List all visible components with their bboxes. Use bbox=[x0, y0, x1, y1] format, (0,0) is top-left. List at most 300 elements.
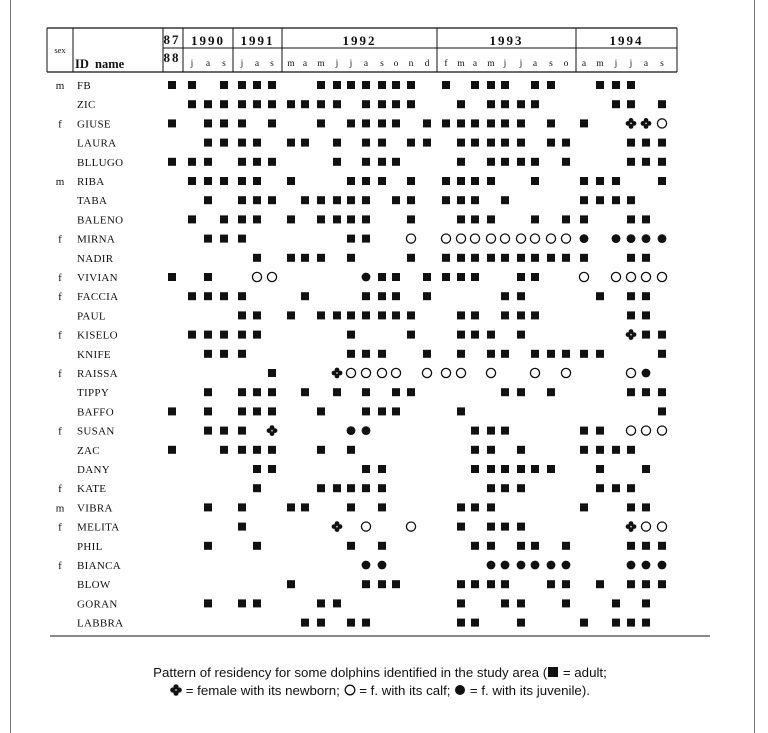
adult-mark bbox=[547, 81, 555, 89]
adult-mark bbox=[471, 311, 479, 319]
adult-mark bbox=[392, 158, 400, 166]
juvenile-mark bbox=[378, 561, 387, 570]
adult-mark bbox=[204, 177, 212, 185]
row-name: BLOW bbox=[77, 579, 111, 592]
adult-mark bbox=[596, 484, 604, 492]
adult-mark bbox=[423, 350, 431, 358]
newborn-mark bbox=[332, 368, 343, 379]
adult-mark bbox=[442, 273, 450, 281]
adult-mark bbox=[531, 465, 539, 473]
adult-mark bbox=[253, 331, 261, 339]
row-name: VIBRA bbox=[77, 502, 113, 515]
adult-mark bbox=[378, 311, 386, 319]
adult-mark bbox=[501, 599, 509, 607]
juvenile-mark bbox=[362, 561, 371, 570]
adult-mark bbox=[347, 81, 355, 89]
juvenile-mark bbox=[347, 426, 356, 435]
adult-mark bbox=[204, 158, 212, 166]
adult-mark bbox=[627, 215, 635, 223]
adult-mark bbox=[517, 446, 525, 454]
adult-mark bbox=[253, 407, 261, 415]
adult-mark bbox=[392, 119, 400, 127]
adult-mark bbox=[220, 215, 228, 223]
adult-mark bbox=[517, 484, 525, 492]
calf-mark bbox=[561, 234, 570, 243]
adult-mark bbox=[317, 81, 325, 89]
adult-mark bbox=[204, 331, 212, 339]
adult-mark bbox=[253, 311, 261, 319]
adult-mark bbox=[487, 523, 495, 531]
adult-mark bbox=[487, 100, 495, 108]
adult-mark bbox=[423, 273, 431, 281]
adult-mark bbox=[238, 139, 246, 147]
adult-mark bbox=[501, 350, 509, 358]
row-name: MELITA bbox=[77, 521, 120, 534]
header-month-label: a bbox=[472, 59, 478, 69]
adult-mark bbox=[347, 503, 355, 511]
calf-mark bbox=[641, 522, 650, 531]
adult-mark bbox=[378, 81, 386, 89]
adult-mark bbox=[188, 331, 196, 339]
adult-mark bbox=[362, 388, 370, 396]
adult-mark bbox=[627, 196, 635, 204]
adult-mark bbox=[627, 254, 635, 262]
adult-mark bbox=[517, 139, 525, 147]
adult-mark bbox=[642, 158, 650, 166]
adult-mark bbox=[268, 196, 276, 204]
row-name: PAUL bbox=[77, 310, 106, 323]
adult-mark bbox=[442, 177, 450, 185]
calf-mark bbox=[252, 272, 261, 281]
adult-mark bbox=[596, 81, 604, 89]
adult-mark bbox=[362, 119, 370, 127]
adult-mark bbox=[627, 542, 635, 550]
adult-mark bbox=[317, 484, 325, 492]
header-month-label: a bbox=[532, 59, 538, 69]
adult-mark bbox=[517, 542, 525, 550]
adult-mark bbox=[317, 100, 325, 108]
adult-mark bbox=[204, 273, 212, 281]
row-name: ZAC bbox=[77, 444, 100, 457]
header-month-label: a bbox=[643, 59, 649, 69]
adult-mark bbox=[253, 465, 261, 473]
adult-mark bbox=[220, 331, 228, 339]
calf-mark bbox=[456, 368, 465, 377]
calf-mark bbox=[377, 368, 386, 377]
row-name: LAURA bbox=[77, 137, 117, 150]
adult-mark bbox=[253, 484, 261, 492]
adult-mark bbox=[333, 139, 341, 147]
adult-mark bbox=[204, 407, 212, 415]
header-month-label: m bbox=[287, 59, 295, 69]
adult-mark bbox=[627, 81, 635, 89]
adult-mark bbox=[547, 139, 555, 147]
adult-mark bbox=[238, 177, 246, 185]
adult-mark bbox=[471, 119, 479, 127]
adult-mark bbox=[168, 81, 176, 89]
adult-mark bbox=[238, 350, 246, 358]
row-sex: f bbox=[58, 483, 62, 496]
adult-mark bbox=[347, 311, 355, 319]
adult-mark bbox=[642, 465, 650, 473]
adult-mark bbox=[301, 292, 309, 300]
calf-mark bbox=[626, 368, 635, 377]
adult-mark bbox=[627, 484, 635, 492]
adult-mark bbox=[407, 215, 415, 223]
adult-mark bbox=[362, 292, 370, 300]
adult-mark bbox=[204, 542, 212, 550]
adult-mark bbox=[457, 523, 465, 531]
juvenile-mark bbox=[642, 561, 651, 570]
calf-mark bbox=[641, 426, 650, 435]
adult-mark bbox=[442, 196, 450, 204]
row-sex: f bbox=[58, 368, 62, 380]
adult-mark bbox=[204, 139, 212, 147]
adult-mark bbox=[612, 599, 620, 607]
newborn-mark bbox=[626, 329, 637, 340]
adult-mark bbox=[188, 81, 196, 89]
adult-mark bbox=[471, 503, 479, 511]
adult-mark bbox=[457, 619, 465, 627]
juvenile-mark bbox=[612, 234, 621, 243]
adult-mark bbox=[238, 388, 246, 396]
calf-mark bbox=[406, 522, 415, 531]
adult-mark bbox=[378, 484, 386, 492]
adult-mark bbox=[362, 580, 370, 588]
adult-mark bbox=[501, 81, 509, 89]
adult-mark bbox=[220, 81, 228, 89]
row-name: RIBA bbox=[77, 176, 105, 188]
adult-mark bbox=[487, 484, 495, 492]
adult-mark bbox=[562, 350, 570, 358]
row-name: VIVIAN bbox=[77, 272, 118, 284]
adult-mark bbox=[362, 407, 370, 415]
adult-mark bbox=[362, 100, 370, 108]
adult-mark bbox=[501, 196, 509, 204]
row-sex: f bbox=[58, 425, 62, 438]
newborn-mark bbox=[332, 521, 343, 532]
adult-mark bbox=[253, 100, 261, 108]
header-month-label: a bbox=[581, 59, 587, 69]
adult-mark bbox=[471, 215, 479, 223]
adult-mark bbox=[517, 158, 525, 166]
calf-mark bbox=[486, 234, 495, 243]
calf-mark bbox=[579, 272, 588, 281]
adult-mark bbox=[457, 311, 465, 319]
adult-mark bbox=[301, 100, 309, 108]
juvenile-mark bbox=[642, 369, 651, 378]
adult-mark bbox=[612, 196, 620, 204]
adult-mark bbox=[317, 254, 325, 262]
header-id-label: ID bbox=[75, 57, 89, 71]
header-year-88: 88 bbox=[163, 50, 181, 65]
row-name: KATE bbox=[77, 483, 107, 496]
adult-mark bbox=[378, 100, 386, 108]
adult-mark bbox=[487, 542, 495, 550]
juvenile-mark bbox=[362, 273, 371, 282]
adult-mark bbox=[204, 388, 212, 396]
adult-mark bbox=[204, 100, 212, 108]
adult-mark bbox=[253, 158, 261, 166]
adult-mark bbox=[268, 369, 276, 377]
juvenile-mark bbox=[642, 234, 651, 243]
header-month-label: m bbox=[457, 59, 465, 69]
adult-mark bbox=[517, 331, 525, 339]
juvenile-mark bbox=[487, 561, 496, 570]
adult-mark bbox=[531, 254, 539, 262]
adult-mark bbox=[333, 388, 341, 396]
header-year-label: 1991 bbox=[240, 33, 275, 48]
adult-mark bbox=[457, 177, 465, 185]
adult-mark bbox=[457, 331, 465, 339]
header-month-label: o bbox=[393, 59, 399, 69]
header-month-label: a bbox=[205, 59, 211, 69]
calf-mark bbox=[267, 272, 276, 281]
caption-text-newborn: = female with its newborn; bbox=[182, 683, 344, 698]
adult-mark bbox=[317, 407, 325, 415]
adult-mark bbox=[362, 311, 370, 319]
adult-mark bbox=[658, 177, 666, 185]
adult-mark bbox=[301, 196, 309, 204]
adult-mark bbox=[642, 254, 650, 262]
adult-mark bbox=[168, 119, 176, 127]
adult-mark bbox=[642, 215, 650, 223]
adult-mark bbox=[457, 273, 465, 281]
row-name: TABA bbox=[77, 195, 108, 208]
adult-mark bbox=[268, 81, 276, 89]
adult-mark bbox=[407, 196, 415, 204]
row-name: MIRNA bbox=[77, 233, 116, 246]
header-year-label: 1994 bbox=[609, 33, 644, 48]
adult-mark bbox=[627, 139, 635, 147]
adult-mark bbox=[238, 292, 246, 300]
adult-mark bbox=[531, 311, 539, 319]
adult-mark bbox=[487, 81, 495, 89]
header-month-label: o bbox=[563, 59, 569, 69]
calf-mark bbox=[530, 234, 539, 243]
adult-mark bbox=[253, 139, 261, 147]
adult-mark bbox=[457, 254, 465, 262]
adult-mark bbox=[501, 523, 509, 531]
adult-mark bbox=[457, 139, 465, 147]
adult-mark bbox=[487, 446, 495, 454]
header-month-label: j bbox=[614, 59, 618, 69]
adult-mark bbox=[204, 119, 212, 127]
adult-mark bbox=[457, 158, 465, 166]
row-name: RAISSA bbox=[77, 368, 118, 380]
adult-mark bbox=[580, 254, 588, 262]
adult-mark bbox=[362, 139, 370, 147]
adult-mark bbox=[517, 254, 525, 262]
adult-mark bbox=[287, 580, 295, 588]
juvenile-symbol-icon bbox=[454, 684, 466, 696]
adult-mark bbox=[287, 215, 295, 223]
adult-mark bbox=[487, 331, 495, 339]
juvenile-mark bbox=[517, 561, 526, 570]
adult-mark bbox=[168, 407, 176, 415]
row-name: KISELO bbox=[77, 329, 118, 342]
adult-mark bbox=[531, 542, 539, 550]
calf-mark bbox=[561, 368, 570, 377]
adult-mark bbox=[642, 311, 650, 319]
adult-mark bbox=[253, 177, 261, 185]
juvenile-mark bbox=[658, 234, 667, 243]
row-name: SUSAN bbox=[77, 425, 115, 438]
adult-mark bbox=[253, 542, 261, 550]
adult-mark bbox=[220, 139, 228, 147]
adult-mark bbox=[612, 484, 620, 492]
adult-mark bbox=[287, 100, 295, 108]
adult-mark bbox=[238, 407, 246, 415]
row-sex: f bbox=[58, 329, 62, 342]
adult-mark bbox=[627, 503, 635, 511]
row-sex: f bbox=[58, 118, 62, 131]
adult-mark bbox=[168, 446, 176, 454]
adult-mark bbox=[612, 619, 620, 627]
adult-mark bbox=[301, 254, 309, 262]
row-name: FB bbox=[77, 80, 92, 92]
adult-mark bbox=[317, 311, 325, 319]
adult-mark bbox=[642, 503, 650, 511]
adult-mark bbox=[347, 350, 355, 358]
row-name: KNIFE bbox=[77, 348, 111, 361]
adult-mark bbox=[204, 427, 212, 435]
adult-mark bbox=[596, 292, 604, 300]
adult-mark bbox=[317, 619, 325, 627]
adult-mark bbox=[547, 388, 555, 396]
adult-mark bbox=[362, 619, 370, 627]
adult-mark bbox=[501, 388, 509, 396]
adult-mark bbox=[658, 158, 666, 166]
adult-mark bbox=[471, 446, 479, 454]
calf-mark bbox=[406, 234, 415, 243]
header-month-label: j bbox=[629, 59, 633, 69]
adult-mark bbox=[378, 407, 386, 415]
adult-mark bbox=[501, 100, 509, 108]
adult-mark bbox=[580, 619, 588, 627]
adult-mark bbox=[642, 580, 650, 588]
adult-mark bbox=[580, 350, 588, 358]
adult-mark bbox=[188, 158, 196, 166]
adult-mark bbox=[501, 427, 509, 435]
adult-mark bbox=[596, 196, 604, 204]
adult-mark bbox=[642, 388, 650, 396]
calf-mark bbox=[530, 368, 539, 377]
adult-mark bbox=[596, 427, 604, 435]
header-name-label: name bbox=[95, 57, 125, 71]
adult-mark bbox=[347, 331, 355, 339]
adult-mark bbox=[362, 235, 370, 243]
newborn-mark bbox=[626, 118, 637, 129]
header-month-label: a bbox=[302, 59, 308, 69]
row-name: LABBRA bbox=[77, 617, 124, 630]
juvenile-mark bbox=[362, 426, 371, 435]
adult-mark bbox=[547, 254, 555, 262]
adult-mark bbox=[658, 139, 666, 147]
adult-mark bbox=[658, 407, 666, 415]
calf-mark bbox=[346, 368, 355, 377]
calf-mark bbox=[391, 368, 400, 377]
adult-mark bbox=[423, 119, 431, 127]
adult-mark bbox=[531, 215, 539, 223]
adult-mark bbox=[392, 388, 400, 396]
adult-mark bbox=[220, 292, 228, 300]
adult-mark bbox=[531, 350, 539, 358]
adult-mark bbox=[580, 196, 588, 204]
adult-mark bbox=[378, 158, 386, 166]
adult-mark bbox=[517, 273, 525, 281]
caption-text-juvenile: = f. with its juvenile). bbox=[466, 683, 590, 698]
adult-mark bbox=[238, 158, 246, 166]
adult-mark bbox=[333, 484, 341, 492]
adult-mark bbox=[378, 273, 386, 281]
adult-mark bbox=[457, 599, 465, 607]
adult-mark bbox=[658, 580, 666, 588]
adult-mark bbox=[517, 619, 525, 627]
row-name: FACCIA bbox=[77, 291, 119, 304]
row-sex: f bbox=[58, 291, 62, 304]
adult-mark bbox=[204, 599, 212, 607]
header-month-label: j bbox=[240, 59, 244, 69]
caption-line-2 bbox=[50, 682, 710, 700]
adult-mark bbox=[531, 81, 539, 89]
newborn-mark bbox=[626, 521, 637, 532]
adult-mark bbox=[457, 215, 465, 223]
adult-mark bbox=[347, 235, 355, 243]
adult-mark bbox=[204, 350, 212, 358]
adult-mark bbox=[268, 100, 276, 108]
juvenile-mark bbox=[562, 561, 571, 570]
adult-mark bbox=[392, 580, 400, 588]
calf-mark bbox=[546, 234, 555, 243]
adult-mark bbox=[287, 311, 295, 319]
row-name: GIUSE bbox=[77, 118, 111, 131]
adult-mark bbox=[347, 119, 355, 127]
adult-mark bbox=[362, 484, 370, 492]
adult-mark bbox=[333, 599, 341, 607]
adult-mark bbox=[580, 177, 588, 185]
adult-mark bbox=[253, 196, 261, 204]
adult-mark bbox=[268, 158, 276, 166]
adult-mark bbox=[457, 119, 465, 127]
adult-mark bbox=[562, 599, 570, 607]
header-year-label: 1992 bbox=[342, 33, 377, 48]
calf-mark bbox=[500, 234, 509, 243]
adult-mark bbox=[378, 503, 386, 511]
adult-mark bbox=[378, 465, 386, 473]
adult-mark bbox=[392, 311, 400, 319]
adult-mark bbox=[362, 215, 370, 223]
adult-mark bbox=[347, 254, 355, 262]
row-name: GORAN bbox=[77, 598, 118, 611]
adult-mark bbox=[658, 331, 666, 339]
header-month-label: a bbox=[254, 59, 260, 69]
adult-mark bbox=[407, 331, 415, 339]
adult-mark bbox=[253, 81, 261, 89]
adult-mark bbox=[547, 119, 555, 127]
adult-mark bbox=[301, 619, 309, 627]
caption-text-calf: = f. with its calf; bbox=[355, 683, 455, 698]
adult-mark bbox=[268, 465, 276, 473]
adult-mark bbox=[580, 427, 588, 435]
adult-mark bbox=[317, 599, 325, 607]
adult-mark bbox=[220, 350, 228, 358]
adult-mark bbox=[487, 465, 495, 473]
juvenile-mark bbox=[580, 234, 589, 243]
row-sex: m bbox=[55, 502, 65, 515]
adult-mark bbox=[531, 177, 539, 185]
adult-mark bbox=[347, 215, 355, 223]
